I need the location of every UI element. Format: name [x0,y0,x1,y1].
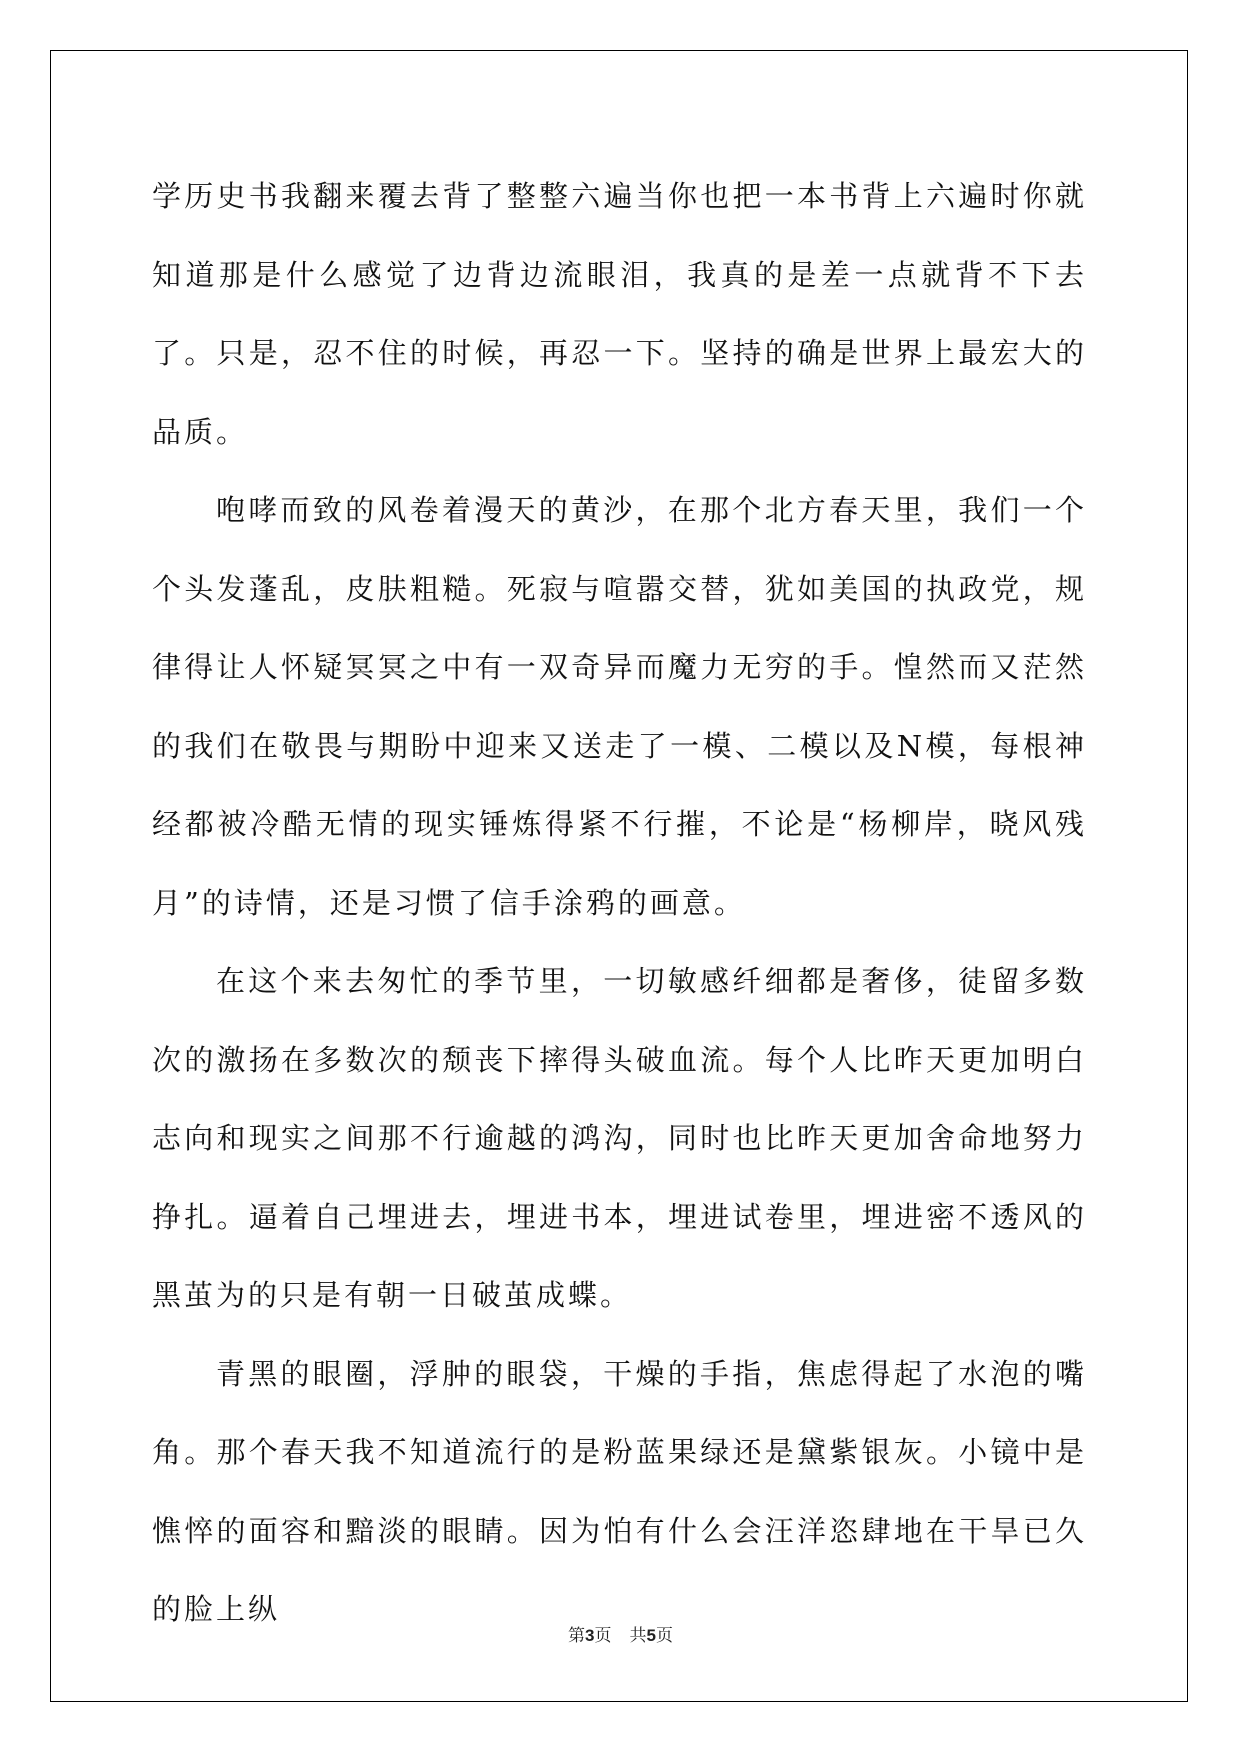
paragraph-4: 青黑的眼圈，浮肿的眼袋，干燥的手指，焦虑得起了水泡的嘴角。那个春天我不知道流行的是粉蓝果绿还是黛紫银灰。小镜中是憔悴的面容和黯淡的眼睛。因为怕有什么会汪洋恣肆地在干旱已久的脸上纵 [152,1356,1087,1626]
total-prefix: 共 [629,1626,647,1646]
total-pages-number: 5 [646,1626,656,1645]
paragraph-3: 在这个来去匆忙的季节里，一切敏感纤细都是奢侈，徒留多数次的激扬在多数次的颓丧下摔得头破血流。每个人比昨天更加明白志向和现实之间那不行逾越的鸿沟，同时也比昨天更加舍命地努力挣扎。逼着自己埋进去，埋进书本，埋进试卷里，埋进密不透风的黑茧为的只是有朝一日破茧成蝶。 [152,964,1087,1312]
document-body [152,157,1087,1649]
page-prefix: 第 [568,1626,586,1646]
paragraph-1: 学历史书我翻来覆去背了整整六遍当你也把一本书背上六遍时你就知道那是什么感觉了边背边流眼泪，我真的是差一点就背不下去了。只是，忍不住的时候，再忍一下。坚持的确是世界上最宏大的品质。 [152,179,1087,449]
page-suffix: 页 [594,1626,612,1646]
page-footer [0,1621,1241,1646]
total-suffix: 页 [655,1626,673,1646]
current-page-number: 3 [585,1626,595,1645]
paragraph-2: 咆哮而致的风卷着漫天的黄沙，在那个北方春天里，我们一个个头发蓬乱，皮肤粗糙。死寂与喧嚣交替，犹如美国的执政党，规律得让人怀疑冥冥之中有一双奇异而魔力无穷的手。惶然而又茫然的我们在敬畏与期盼中迎来又送走了一模、二模以及N模，每根神经都被冷酷无情的现实锤炼得紧不行摧，不论是“杨柳岸，晓风残月”的诗情，还是习惯了信手涂鸦的画意。 [152,493,1087,920]
